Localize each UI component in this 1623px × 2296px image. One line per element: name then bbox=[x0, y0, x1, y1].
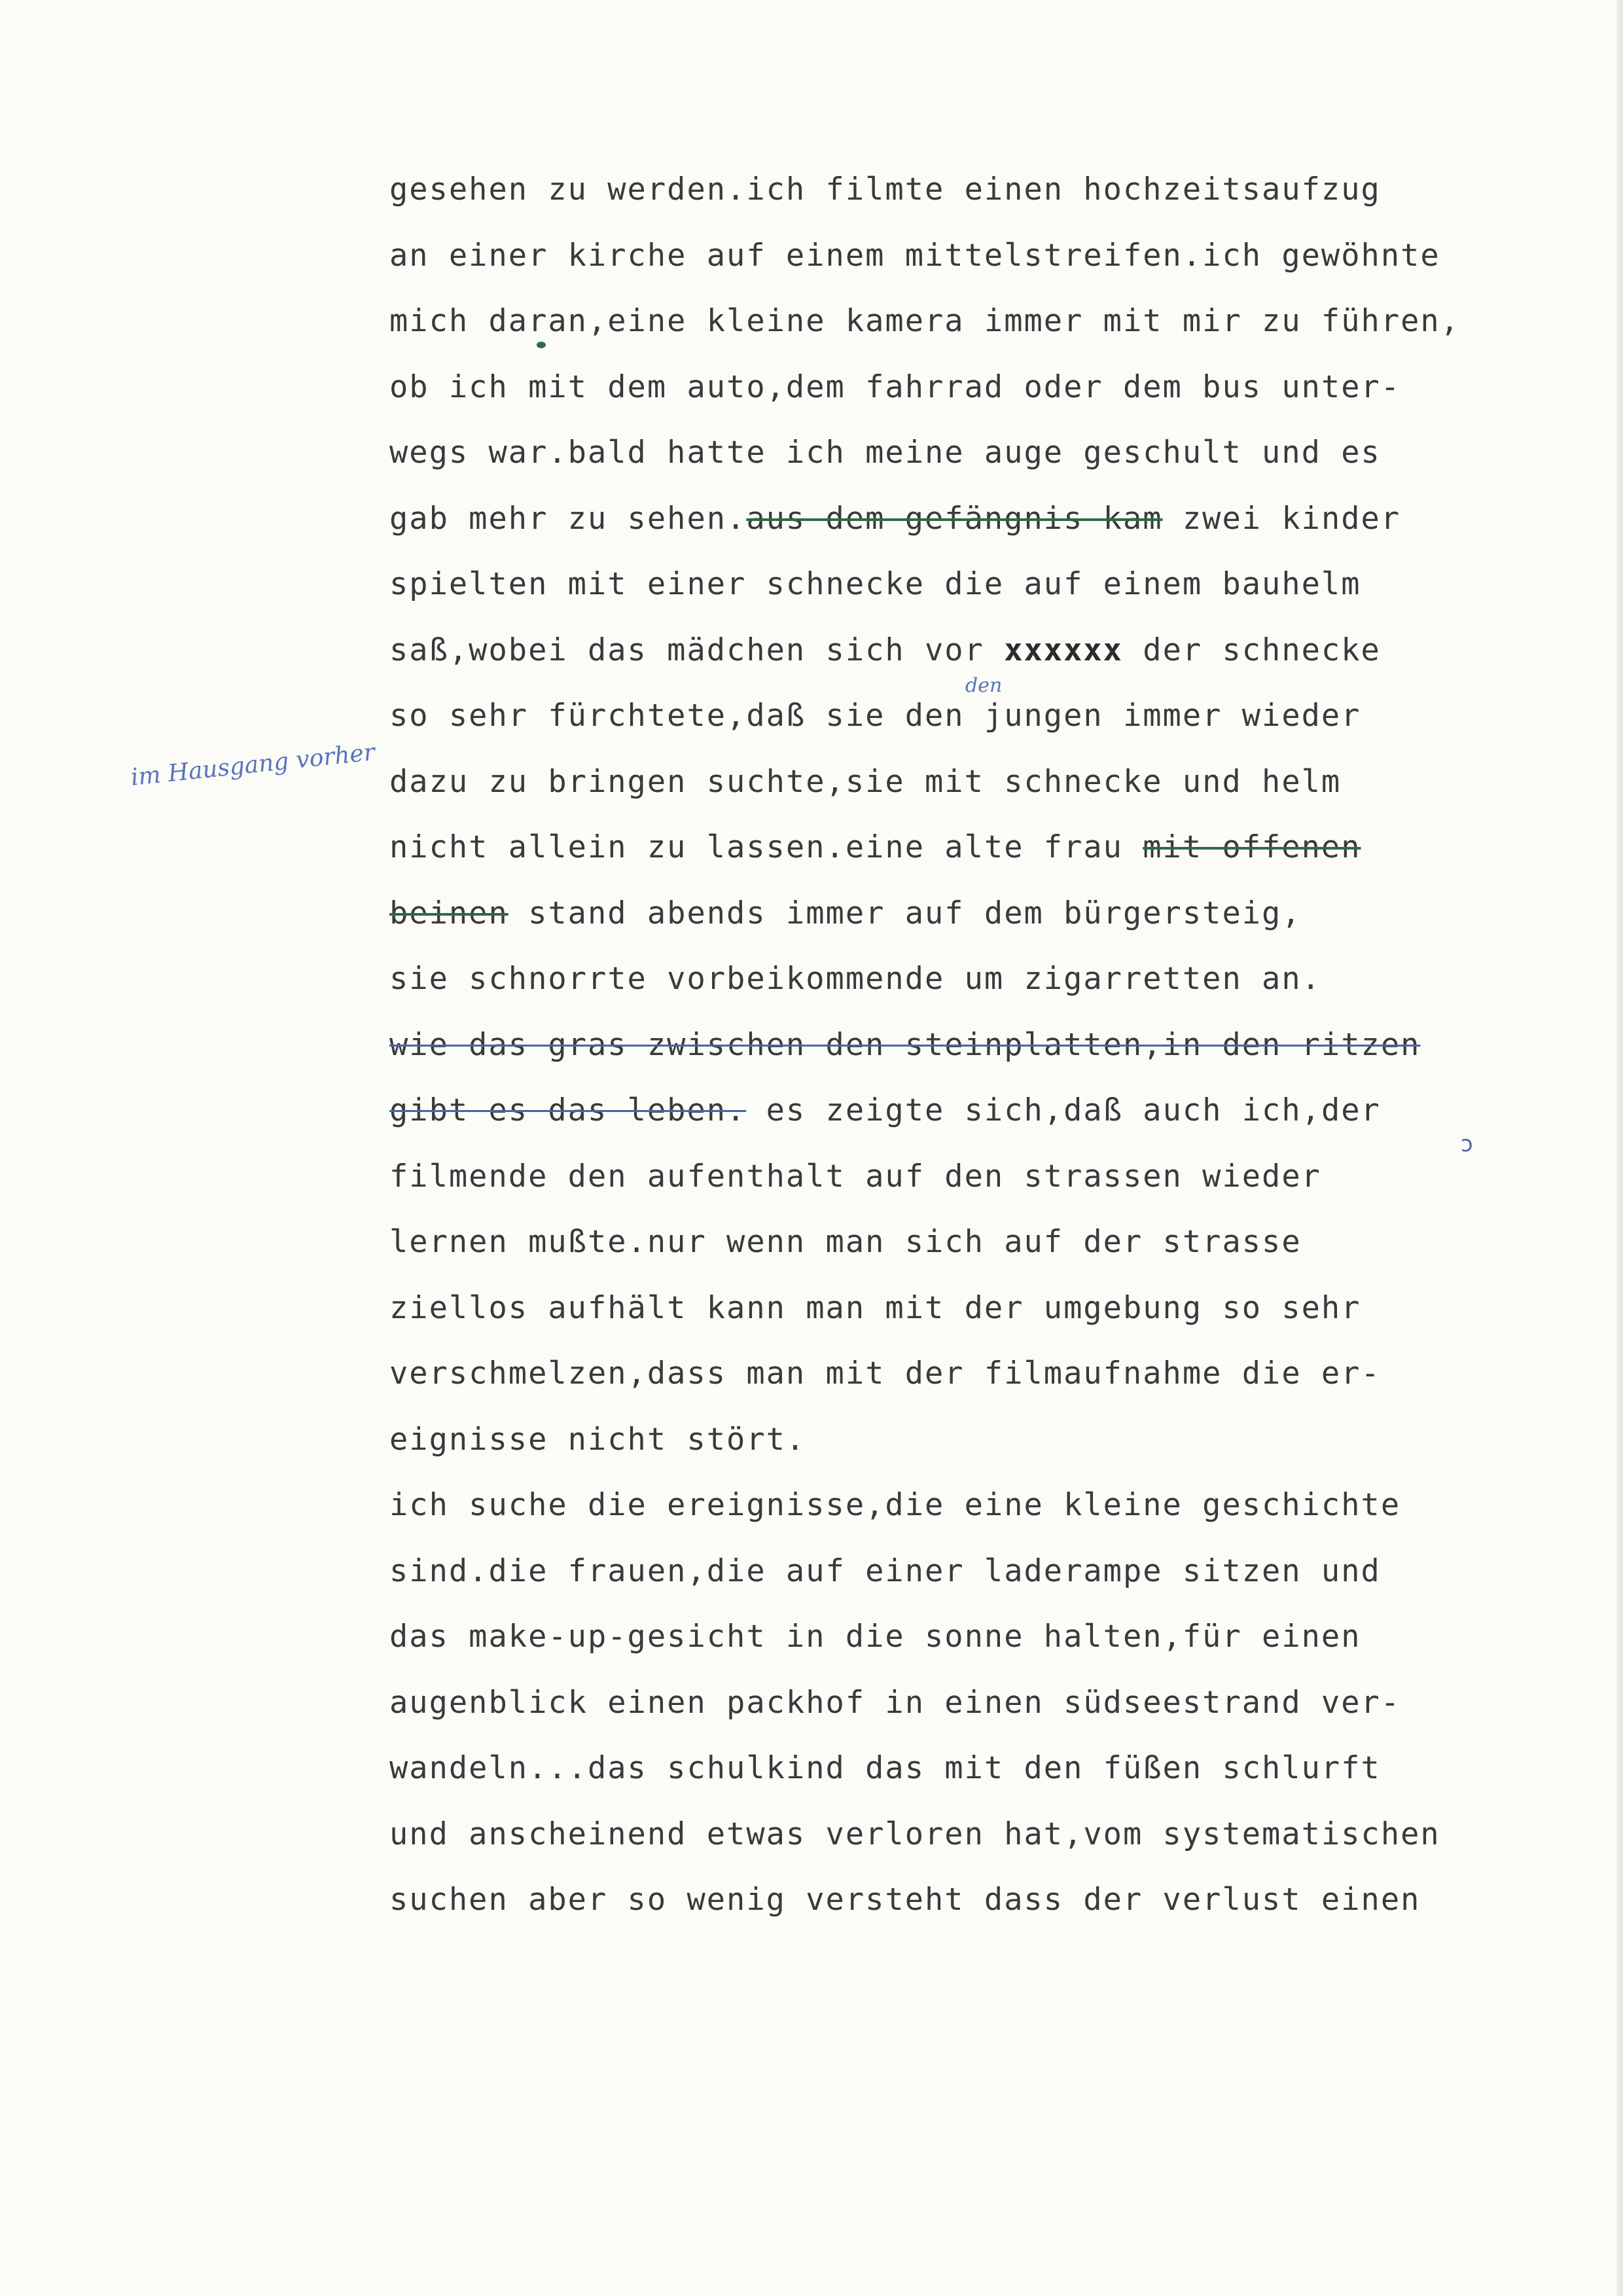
line-6-start: gab mehr zu sehen. bbox=[389, 500, 747, 537]
handwritten-insertion: den bbox=[965, 674, 1003, 697]
text-line-14 bbox=[389, 1013, 1502, 1079]
struck-text-green: mit offenen bbox=[1143, 829, 1361, 865]
text-line-25: wandeln...das schulkind das mit den füßen schlurft bbox=[389, 1750, 1381, 1786]
text-line-21: ich suche die ereignisse,die eine kleine geschichte bbox=[389, 1487, 1401, 1523]
text-line-11 bbox=[389, 815, 1502, 881]
text-line-27: suchen aber so wenig versteht dass der verlust einen bbox=[389, 1882, 1421, 1918]
struck-text-green: aus dem gefängnis kam bbox=[746, 500, 1163, 537]
text-line-13: sie schnorrte vorbeikommende um zigarretten an. bbox=[389, 961, 1321, 997]
line-8-end: der schnecke bbox=[1122, 632, 1381, 668]
line-6-end: zwei kinder bbox=[1162, 500, 1401, 537]
text-line-1: gesehen zu werden.ich filmte einen hochzeitsaufzug bbox=[389, 171, 1381, 207]
text-line-17: lernen mußte.nur wenn man sich auf der strasse bbox=[389, 1224, 1302, 1260]
struck-text-blue: wie das gras zwischen den steinplatten,in den ritzen bbox=[389, 1026, 1421, 1063]
struck-text-blue: gibt es das leben. bbox=[389, 1092, 747, 1128]
text-line-4: ob ich mit dem auto,dem fahrrad oder dem bus unter- bbox=[389, 368, 1401, 405]
handwritten-caret-mark: ↄ bbox=[1461, 1131, 1473, 1157]
handwritten-margin-note: im Hausgang vorher bbox=[129, 738, 376, 791]
text-line-10: dazu zu bringen suchte,sie mit schnecke und helm bbox=[389, 763, 1342, 800]
typewritten-text bbox=[389, 157, 1502, 1933]
text-line-5: wegs war.bald hatte ich meine auge geschult und es bbox=[389, 435, 1381, 471]
line-15-end: es zeigte sich,daß auch ich,der bbox=[746, 1092, 1381, 1128]
text-line-20: eignisse nicht stört. bbox=[389, 1421, 806, 1458]
text-line-16: filmende den aufenthalt auf den strassen wieder bbox=[389, 1158, 1321, 1194]
text-line-12 bbox=[389, 881, 1502, 947]
text-line-22: sind.die frauen,die auf einer laderampe sitzen und bbox=[389, 1552, 1381, 1589]
text-line-24: augenblick einen packhof in einen südseestrand ver- bbox=[389, 1684, 1401, 1721]
typed-over-x: xxxxxx bbox=[1004, 632, 1123, 668]
text-line-2: an einer kirche auf einem mittelstreifen.ich gewöhnte bbox=[389, 237, 1440, 274]
text-line-15 bbox=[389, 1078, 1502, 1144]
line-11-start: nicht allein zu lassen.eine alte frau bbox=[389, 829, 1143, 865]
text-line-6 bbox=[389, 486, 1502, 552]
line-8-start: saß,wobei das mädchen sich vor bbox=[389, 632, 1005, 668]
text-line-3: mich daran,eine kleine kamera immer mit mir zu führen, bbox=[389, 303, 1461, 339]
struck-text-green: beinen bbox=[389, 895, 508, 931]
text-line-26: und anscheinend etwas verloren hat,vom systematischen bbox=[389, 1816, 1440, 1852]
text-line-7: spielten mit einer schnecke die auf einem bauhelm bbox=[389, 566, 1361, 602]
paper-edge bbox=[1616, 0, 1623, 2296]
text-line-18: ziellos aufhält kann man mit der umgebung so sehr bbox=[389, 1289, 1361, 1326]
text-line-9: so sehr fürchtete,daß sie den jungen immer wieder bbox=[389, 698, 1361, 734]
text-line-23: das make-up-gesicht in die sonne halten,für einen bbox=[389, 1619, 1361, 1655]
text-line-19: verschmelzen,dass man mit der filmaufnahme die er- bbox=[389, 1355, 1381, 1391]
line-12-end: stand abends immer auf dem bürgersteig, bbox=[508, 895, 1302, 931]
text-line-8 bbox=[389, 618, 1502, 684]
